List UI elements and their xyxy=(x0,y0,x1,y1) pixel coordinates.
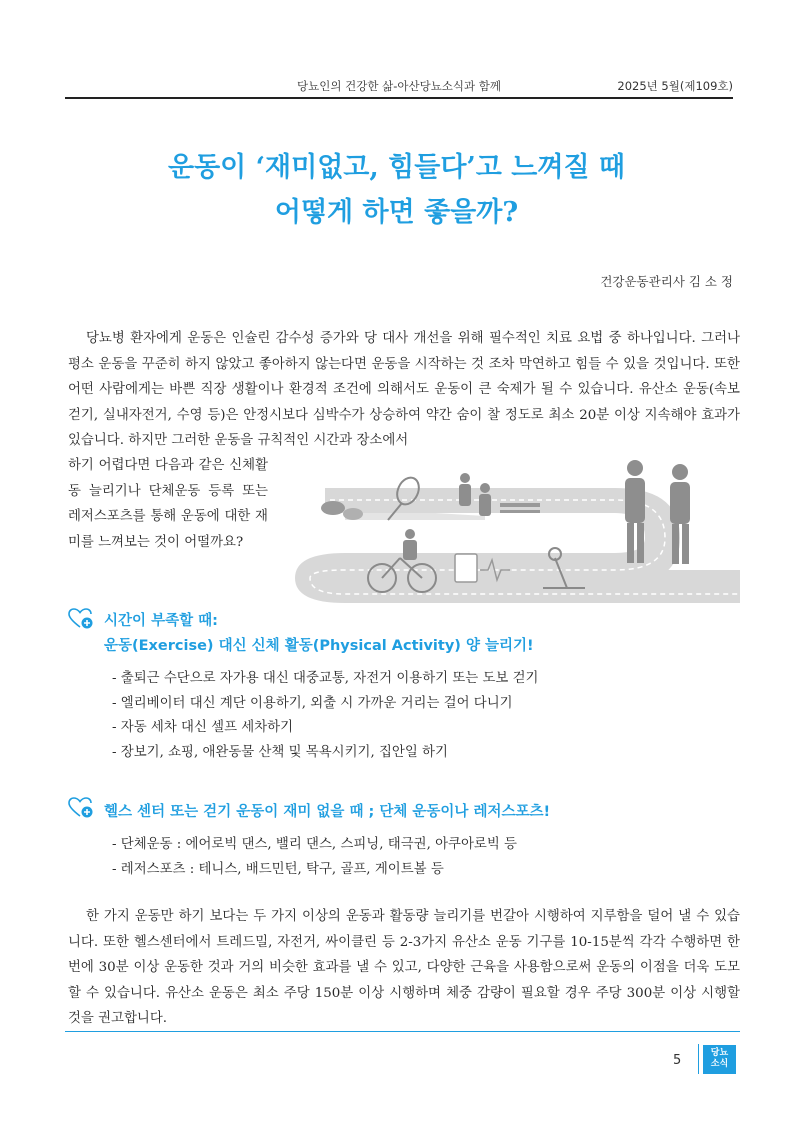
footer-divider xyxy=(65,1031,740,1032)
activity-list xyxy=(112,667,748,765)
section-title: 헬스 센터 또는 걷기 운동이 재미 없을 때 ; 단체 운동이나 레저스포츠! xyxy=(104,804,551,820)
heart-plus-icon xyxy=(68,797,94,819)
list-item: - 단체운동 : 에어로빅 댄스, 밸리 댄스, 스피닝, 태극권, 아쿠아로빅 등 xyxy=(112,837,517,852)
section-time-shortage xyxy=(68,608,748,765)
section-title: 시간이 부족할 때: xyxy=(104,613,218,629)
author-byline: 건강운동관리사 김 소 정 xyxy=(600,274,733,289)
page-number: 5 xyxy=(673,1053,682,1068)
page-header xyxy=(65,78,733,98)
badge-line-2: 소식 xyxy=(710,1059,729,1069)
list-item: - 자동 세차 대신 셀프 세차하기 xyxy=(112,720,294,735)
list-item: - 출퇴근 수단으로 자가용 대신 대중교통, 자전거 이용하기 또는 도보 걷기 xyxy=(112,671,539,686)
exercise-illustration xyxy=(285,458,740,608)
intro-paragraph: 당뇨병 환자에게 운동은 인슐린 감수성 증가와 당 대사 개선을 위해 필수적인 치료 요법 중 하나입니다. 그러나 평소 운동을 꾸준히 하지 않았고 좋아하지 않는다면 운동을 시작하는 것 조차 막연하고 힘들 수 있을 것입니다. 또한 어떤 사람에게는 바쁜 직장 생활이나 환경적 조건에 의해서도 운동이 큰 숙제가 될 수 있습니다. 유산소 운동(속보 걷기, 실내자전거, 수영 등)은 안정시보다 심박수가 상승하여 약간 숨이 찰 정도로 최소 20분 이상 지속해야 효과가 있습니다. 하지만 그러한 운동을 규칙적인 시간과 장소에서 xyxy=(68,331,740,448)
section-group-sports xyxy=(68,797,748,882)
title-line-2: 어떻게 하면 좋을까? xyxy=(274,197,519,228)
list-item: - 레저스포츠 : 테니스, 배드민턴, 탁구, 골프, 게이트볼 등 xyxy=(112,861,444,877)
section-header xyxy=(68,797,748,821)
footer-separator xyxy=(698,1044,699,1074)
header-divider xyxy=(65,97,733,99)
section-header xyxy=(68,608,748,632)
closing-paragraph: 한 가지 운동만 하기 보다는 두 가지 이상의 운동과 활동량 늘리기를 번갈아 시행하여 지루함을 덜어 낼 수 있습니다. 또한 헬스센터에서 트레드밀, 자전거, 싸이클린 등 2-3가지 유산소 운동 기구를 10-15분씩 각각 수행하면 한번에 30분 이상 운동한 것과 거의 비슷한 효과를 낼 수 있고, 다양한 근육을 사용함으로써 운동의 이점을 더욱 도모할 수 있습니다. 유산소 운동은 최소 주당 150분 이상 시행하며 체중 감량이 필요할 경우 주당 300분 이상 시행할 것을 권고합니다. xyxy=(68,909,740,1026)
issue-date: 2025년 5월(제109호) xyxy=(617,79,733,93)
newsletter-badge xyxy=(703,1045,736,1074)
article-title xyxy=(0,145,793,235)
intro-paragraph-continued: 하기 어렵다면 다음과 같은 신체활동 늘리기나 단체운동 등록 또는 레저스포츠를 통해 운동에 대한 재미를 느껴보는 것이 어떨까요? xyxy=(68,458,268,550)
title-line-1: 운동이 ‘재미없고, 힘들다’고 느껴질 때 xyxy=(167,152,626,183)
newsletter-name: 당뇨인의 건강한 삶-아산당뇨소식과 함께 xyxy=(297,79,501,93)
badge-line-1: 당뇨 xyxy=(710,1048,729,1058)
section-subtitle: 운동(Exercise) 대신 신체 활동(Physical Activity) 양 늘리기! xyxy=(104,638,534,654)
sports-list xyxy=(112,833,748,882)
list-item: - 엘리베이터 대신 계단 이용하기, 외출 시 가까운 거리는 걸어 다니기 xyxy=(112,695,513,711)
heart-plus-icon xyxy=(68,608,94,630)
list-item: - 장보기, 쇼핑, 애완동물 산책 및 목욕시키기, 집안일 하기 xyxy=(112,744,448,760)
